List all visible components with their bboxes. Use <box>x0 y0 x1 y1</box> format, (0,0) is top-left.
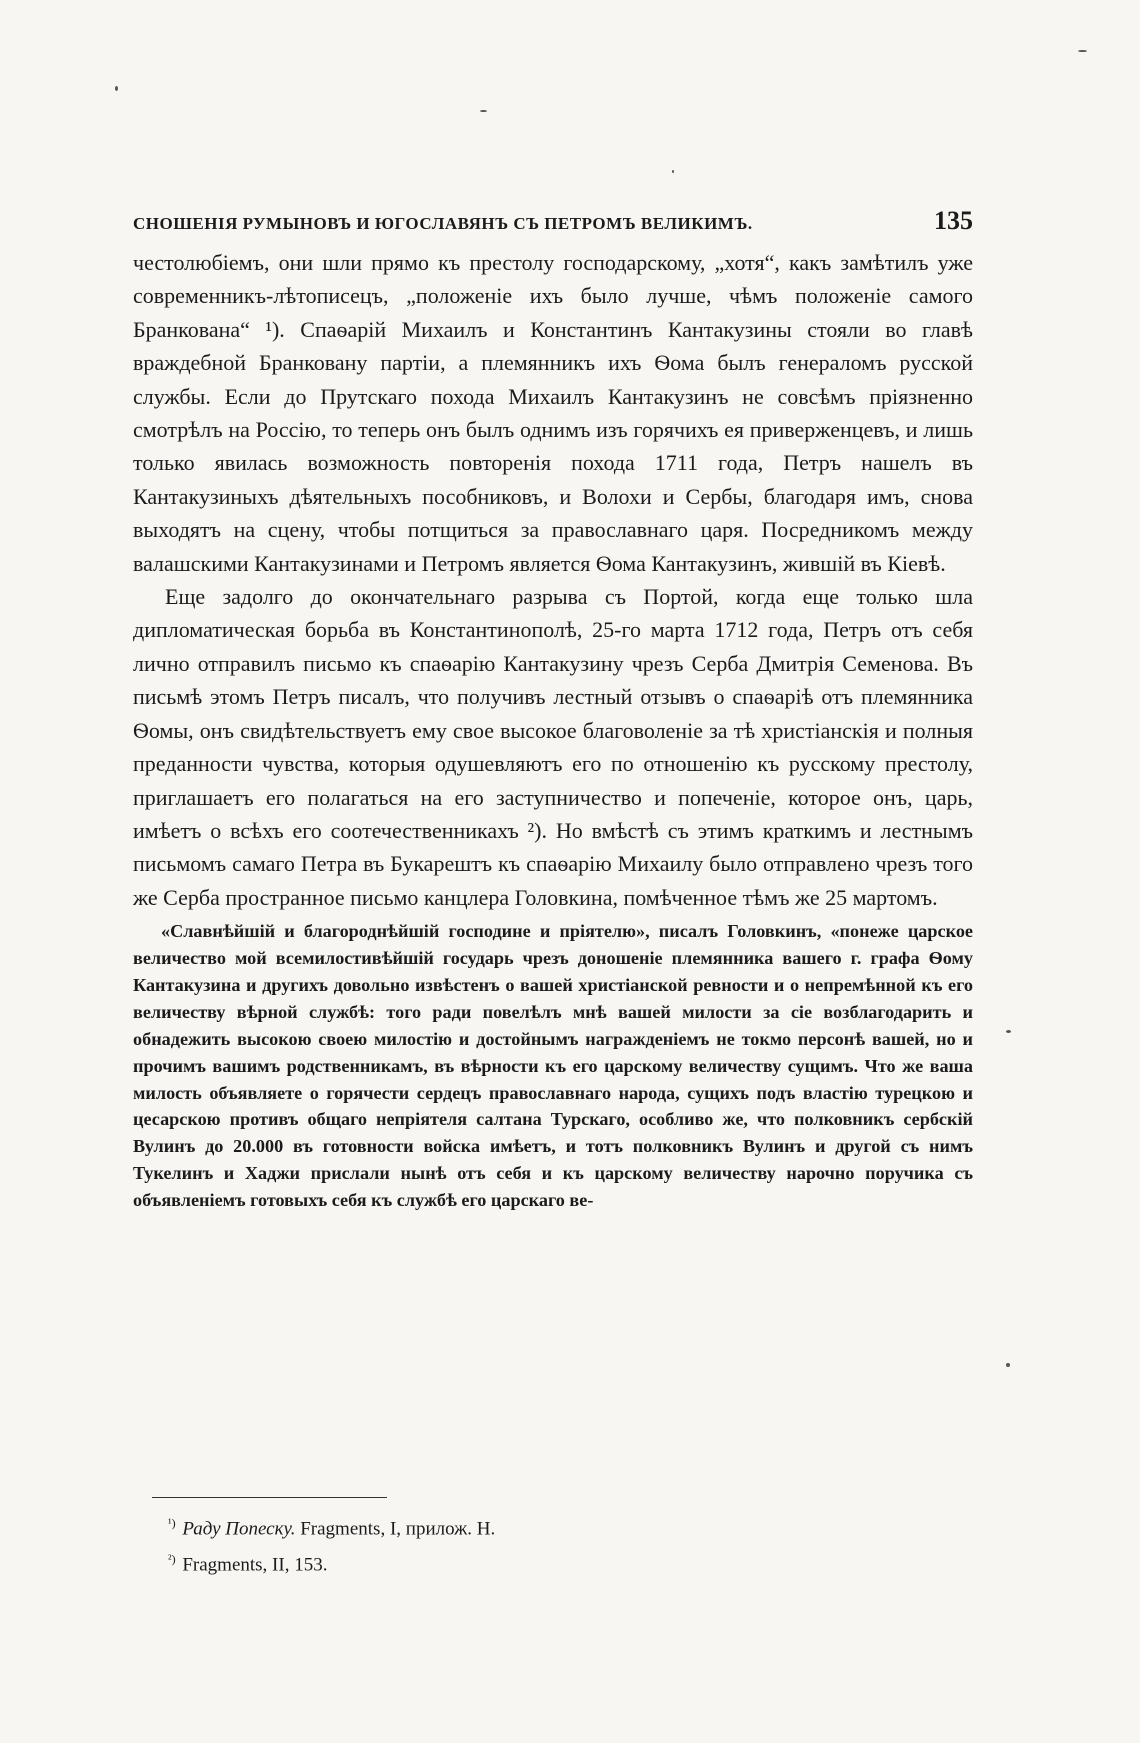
main-text <box>133 246 973 1214</box>
footnotes <box>168 1508 868 1581</box>
footnote-text: Fragments, II, 153. <box>182 1554 328 1576</box>
paragraph: честолюбіемъ, они шли прямо къ престолу господарскому, „хотя“, какъ замѣтилъ уже современникъ-лѣтописецъ, „положеніе ихъ было лучше, чѣмъ положеніе самого Бранкована“ ¹). Спаѳарій Михаилъ и Константинъ Кантакузины стояли во главѣ враждебной Бранковану партіи, а племянникъ ихъ Ѳома былъ генераломъ русской службы. Если до Прутскаго похода Михаилъ Кантакузинъ не совсѣмъ пріязненно смотрѣлъ на Россію, то теперь онъ былъ однимъ изъ горячихъ ея приверженцевъ, и лишь только явилась возможность повторенія похода 1711 года, Петръ нашелъ въ Кантакузиныхъ дѣятельныхъ пособниковъ, и Волохи и Сербы, благодаря имъ, снова выходятъ на сцену, чтобы потщиться за православнаго царя. Посредникомъ между валашскими Кантакузинами и Петромъ является Ѳома Кантакузинъ, жившій въ Кіевѣ. <box>133 250 973 576</box>
page-number: 135 <box>934 206 973 235</box>
ink-speck <box>115 86 118 91</box>
running-head: СНОШЕНІЯ РУМЫНОВЪ И ЮГОСЛАВЯНЪ СЪ ПЕТРОМЪ ВЕЛИКИМЪ. <box>133 214 753 233</box>
ink-speck <box>1006 1030 1011 1033</box>
ink-speck <box>1006 1363 1010 1367</box>
footnote-mark: ¹) <box>168 1516 176 1530</box>
footnote-separator <box>152 1497 387 1498</box>
quoted-letter: «Славнѣйшій и благороднѣйшій господине и пріятелю», писалъ Головкинъ, «понеже царское величество мой всемилостивѣйшій государь чрезъ доношеніе племянника вашего г. графа Ѳому Кантакузина и другихъ довольно извѣстенъ о вашей христіанской ревности и о непремѣнной къ его величеству вѣрной службѣ: того ради повелѣлъ мнѣ вашей милости за сіе возблагодарить и обнадежить высокою своею милостію и достойнымъ награжденіемъ не токмо персонѣ вашей, но и прочимъ вашимъ родственникамъ, въ вѣрности къ его царскому величеству сущимъ. Что же ваша милость объявляете о горячести сердецъ православнаго народа, сущихъ подъ властію турецкою и цесарскою противъ общаго непріятеля салтана Турскаго, особливо же, что полковникъ сербскій Вулинъ до 20.000 въ готовности войска имѣетъ, и тотъ полковникъ Вулинъ и другой съ нимъ Тукелинъ и Хаджи прислали нынѣ отъ себя и къ царскому величеству нарочно поручика съ объявленіемъ готовыхъ себя къ службѣ его царскаго ве- <box>133 921 973 1211</box>
paragraph: Еще задолго до окончательнаго разрыва съ Портой, когда еще только шла дипломатическая борьба въ Константинополѣ, 25-го марта 1712 года, Петръ отъ себя лично отправилъ письмо къ спаѳарію Кантакузину чрезъ Серба Дмитрія Семенова. Въ письмѣ этомъ Петръ писалъ, что получивъ лестный отзывъ о спаѳаріѣ отъ племянника Ѳомы, онъ свидѣтельствуетъ ему свое высокое благоволеніе за тѣ христіанскія и полныя преданности чувства, которыя одушевляютъ его по отношенію къ русскому престолу, приглашаетъ его полагаться на его заступничество и попеченіе, которое онъ, царь, имѣетъ о всѣхъ его соотечественникахъ ²). Но вмѣстѣ съ этимъ краткимъ и лестнымъ письмомъ самаго Петра въ Букарештъ къ спаѳарію Михаилу было отправлено чрезъ того же Серба пространное письмо канцлера Головкина, помѣченное тѣмъ же 25 мартомъ. <box>133 584 973 910</box>
footnote <box>168 1544 868 1580</box>
footnote-mark: ²) <box>168 1552 176 1567</box>
ink-speck <box>1078 50 1087 52</box>
ink-speck <box>672 170 674 173</box>
footnote-text: Fragments, I, прилож. H. <box>300 1518 496 1540</box>
footnote-italic: Раду Попеску. <box>182 1518 296 1540</box>
ink-speck <box>480 110 487 112</box>
page-header <box>133 206 973 236</box>
footnote <box>168 1508 868 1544</box>
